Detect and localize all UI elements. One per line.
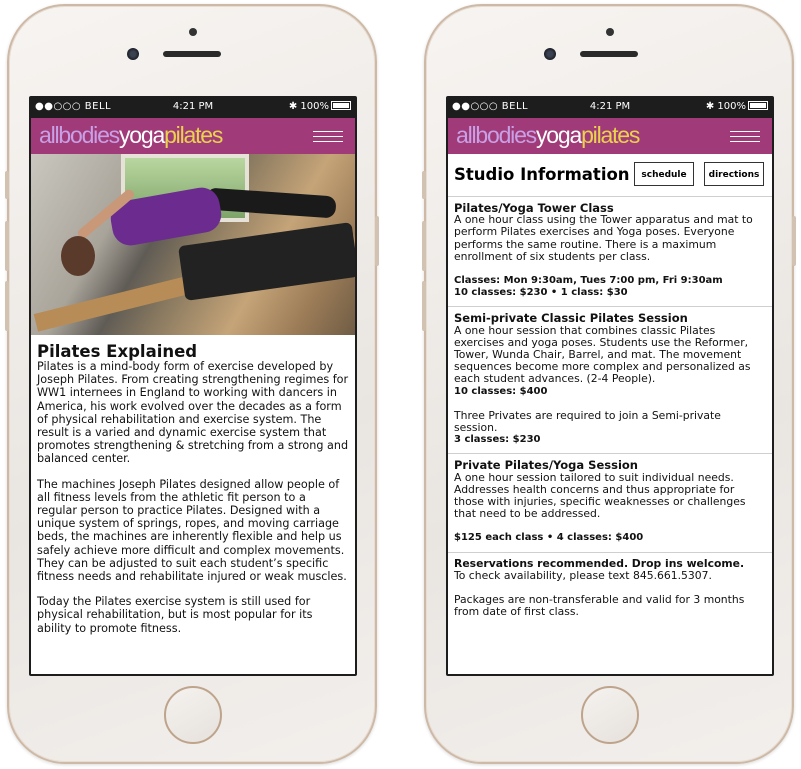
brand-logo[interactable]: allbodiesyogapilates (39, 122, 223, 148)
carrier-label: ●●○○○ BELL (35, 101, 112, 112)
page-title: Pilates Explained (37, 342, 198, 361)
mute-switch (422, 171, 426, 199)
paragraph: The machines Joseph Pilates designed allow people of all fitness levels from the athletic fit person to a regular person to practice Pilates. Designed with a unique system of springs, ropes, and moving carriage beds, the machines are inherently flexible and help us safely achieve more difficult and complex movements. They can be adjusted to suit each student’s specific fitness needs and rehabilitate injured or weak muscles. (37, 477, 347, 584)
directions-button[interactable]: directions (704, 162, 764, 186)
pricing: $125 each class • 4 classes: $400 (454, 532, 644, 544)
packages-note: Packages are non-transferable and valid for 3 months from date of first class. (454, 593, 745, 619)
app-header (448, 118, 772, 154)
brand-logo[interactable]: allbodiesyogapilates (456, 122, 640, 148)
screen (29, 96, 357, 676)
page-content (448, 118, 772, 674)
section-note: Three Privates are required to join a Semi-private session. (454, 408, 721, 435)
article (31, 335, 355, 635)
pricing: 10 classes: $400 (454, 385, 548, 397)
schedule-button[interactable]: schedule (634, 162, 694, 186)
page-content (31, 118, 355, 674)
app-header (31, 118, 355, 154)
front-camera (544, 48, 556, 60)
clock: 4:21 PM (172, 101, 214, 112)
private-session-section (448, 454, 772, 552)
contact-info: To check availability, please text 845.661.5307. (454, 568, 712, 582)
mute-switch (5, 171, 9, 199)
studio-header (448, 154, 772, 197)
proximity-sensor (606, 28, 614, 36)
power-button (375, 216, 379, 266)
hamburger-menu-icon[interactable] (313, 131, 343, 143)
class-schedule: Classes: Mon 9:30am, Tues 7:00 pm, Fri 9:30am (454, 275, 723, 287)
status-bar (29, 96, 357, 118)
screen (446, 96, 774, 676)
home-button[interactable] (164, 686, 222, 744)
section-description: A one hour session tailored to suit individual needs. Addresses health concerns and thus appropriate for those with injuries, specific weaknesses or challenges that need to be addressed. (454, 470, 746, 521)
volume-down-button (5, 281, 9, 331)
status-bar (446, 96, 774, 118)
clock: 4:21 PM (589, 101, 631, 112)
volume-down-button (422, 281, 426, 331)
paragraph: Pilates is a mind-body form of exercise developed by Joseph Pilates. From creating strengthening regimes for WW1 internees in England to working with dancers in America, his work evolved over the decades as a form of physical rehabilitation and exercise system. The result is a varied and dynamic exercise system that promotes strengthening & stretching from a strong and balanced center. (37, 360, 349, 466)
pricing: 3 classes: $230 (454, 434, 541, 446)
bluetooth-icon: ✱ (288, 101, 301, 112)
home-button[interactable] (581, 686, 639, 744)
volume-up-button (5, 221, 9, 271)
semi-private-section (448, 307, 772, 454)
battery-indicator: ✱ 100% (289, 101, 351, 112)
section-title: Pilates/Yoga Tower Class (454, 201, 614, 215)
reservations-section (448, 553, 772, 626)
power-button (792, 216, 796, 266)
phone-left (7, 4, 377, 764)
earpiece-speaker (580, 51, 638, 57)
phone-right (424, 4, 794, 764)
volume-up-button (422, 221, 426, 271)
paragraph: Today the Pilates exercise system is still used for physical rehabilitation, but is most popular for its ability to promote fitness. (37, 595, 313, 635)
battery-icon (331, 101, 351, 110)
page-title: Studio Information (454, 165, 630, 184)
carrier-label: ●●○○○ BELL (452, 101, 529, 112)
tower-class-section (448, 197, 772, 307)
proximity-sensor (189, 28, 197, 36)
battery-icon (748, 101, 768, 110)
bluetooth-icon: ✱ (705, 101, 718, 112)
hero-photo (31, 154, 355, 335)
section-title: Private Pilates/Yoga Session (454, 458, 638, 473)
section-description: A one hour session that combines classic Pilates exercises and yoga poses. Students use the Reformer, Tower, Wunda Chair, Barrel, and mat. The movement sequences become more complex and personalized as each student advances. (2-4 People). (454, 323, 751, 386)
section-title: Reservations recommended. Drop ins welcome. (454, 556, 745, 570)
hamburger-menu-icon[interactable] (730, 131, 760, 143)
pricing: 10 classes: $230 • 1 class: $30 (454, 287, 628, 299)
earpiece-speaker (163, 51, 221, 57)
section-description: A one hour class using the Tower apparatus and mat to perform Pilates exercises and Yoga poses. Everyone performs the same routine. There is a maximum enrollment of six students per class. (454, 213, 753, 263)
front-camera (127, 48, 139, 60)
section-title: Semi-private Classic Pilates Session (454, 311, 688, 326)
battery-indicator: ✱ 100% (706, 101, 768, 112)
